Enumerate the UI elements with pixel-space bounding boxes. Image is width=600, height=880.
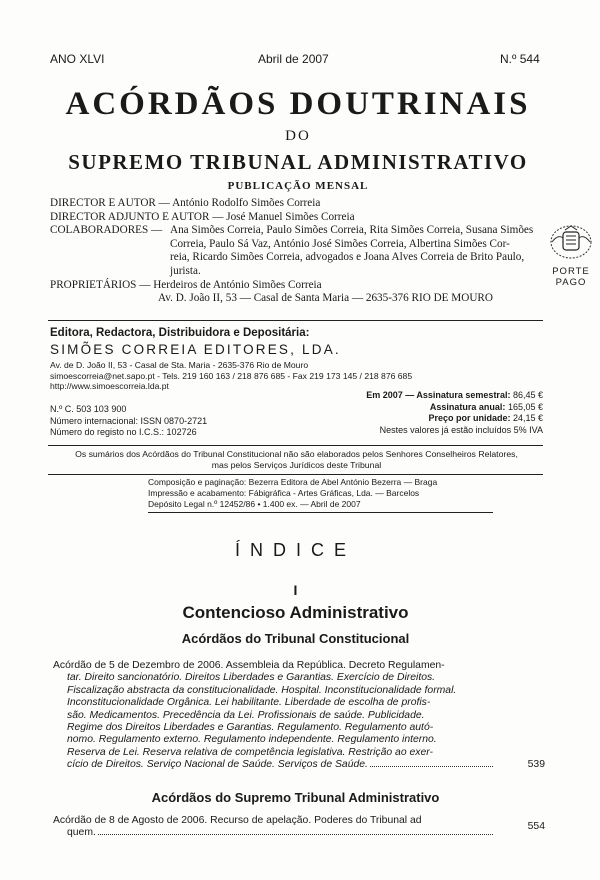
director-name: António Rodolfo Simões Correia — [172, 197, 321, 209]
collaborators-list — [170, 224, 545, 278]
nc-number: N.º C. 503 103 900 — [50, 404, 127, 414]
entry-line: nomo. Regulamento externo. Regulamento independente. Regulamento interno. — [67, 734, 437, 746]
entry-line — [53, 827, 497, 839]
masthead-connector: DO — [285, 128, 311, 144]
publisher-contacts: simoescorreia@net.sapo.pt - Tels. 219 160 163 / 218 876 685 - Fax 219 173 145 / 218 876 685 — [50, 370, 413, 381]
collaborators-line: reia, Ricardo Simões Correia, advogados e Joana Alves Correia de Brito Paulo, — [170, 251, 525, 264]
collaborators-line: Ana Simões Correia, Paulo Simões Correia, Rita Simões Correia, Susana Simões — [170, 224, 534, 237]
postage-stamp — [550, 266, 592, 288]
annual-price — [330, 402, 543, 414]
divider — [48, 320, 543, 321]
publisher-heading: Editora, Redactora, Distribuidora e Depositária: — [50, 327, 310, 339]
index-entry — [53, 815, 497, 840]
page-number: 539 — [527, 759, 545, 770]
director-label: DIRECTOR E AUTOR — — [50, 197, 170, 209]
subsection-heading: Acórdãos do Supremo Tribunal Administrativo — [151, 790, 440, 805]
semester-price-label: Em 2007 — Assinatura semestral: — [366, 390, 511, 400]
entry-first-line: Acórdão de 8 de Agosto de 2006. Recurso de apelação. Poderes do Tribunal ad — [53, 815, 422, 826]
publication-frequency: PUBLICAÇÃO MENSAL — [227, 180, 369, 192]
publisher-address: Av. de D. João II, 53 - Casal de Sta. Maria - 2635-376 Rio de Mouro — [50, 360, 309, 370]
imprint-line: Composição e paginação: Bezerra Editora de Abel António Bezerra — Braga — [148, 477, 438, 487]
divider — [148, 512, 493, 513]
stamp-line: PORTE — [552, 266, 590, 277]
registration-info — [50, 404, 207, 439]
semester-price-value: 86,45 € — [512, 390, 543, 400]
owners-name: Herdeiros de António Simões Correia — [153, 278, 322, 291]
index-title: ÍNDICE — [234, 540, 356, 560]
collaborators — [50, 224, 545, 278]
entry-line — [53, 815, 497, 827]
annual-price-value: 165,05 € — [507, 401, 543, 412]
imprint-block — [148, 477, 493, 510]
semester-price — [330, 390, 543, 402]
masthead-subtitle: SUPREMO TRIBUNAL ADMINISTRATIVO — [68, 150, 528, 174]
deputy-director-name: José Manuel Simões Correia — [226, 210, 355, 223]
entry-last-line: quem. — [67, 827, 96, 839]
dot-leader — [98, 834, 493, 835]
entry-line: Inconstitucionalidade Orgânica. Lei habilitante. Liberdade de escolha de profis- — [67, 697, 431, 709]
owners-line — [50, 279, 545, 293]
notice-line: Os sumários dos Acórdãos do Tribunal Constitucional não são elaborados pelos Senhores Conselheiros Relatores, — [75, 449, 518, 459]
publisher-name: SIMÕES CORREIA EDITORES, LDA. — [50, 342, 341, 357]
notice-line: mas pelos Serviços Jurídicos deste Tribunal — [211, 460, 382, 470]
pricing-block — [330, 390, 543, 436]
vat-note: Nestes valores já estão incluídos 5% IVA — [379, 424, 543, 435]
page-number: 554 — [527, 821, 545, 832]
stamp-line: PAGO — [555, 277, 587, 288]
entry-line — [53, 759, 497, 771]
unit-price — [330, 413, 543, 425]
deputy-director-label: DIRECTOR ADJUNTO E AUTOR — — [50, 210, 224, 223]
entry-line: Fiscalização abstracta da constitucionalidade. Hospital. Inconstitucionalidade formal. — [67, 684, 457, 696]
imprint-line: Depósito Legal n.º 12452/86 • 1.400 ex. — Abril de 2007 — [148, 499, 361, 509]
collaborators-label: COLABORADORES — — [50, 224, 163, 237]
publisher-details — [50, 360, 545, 392]
publisher-website: http://www.simoescorreia.lda.pt — [50, 381, 169, 391]
issue-number: N.º 544 — [500, 52, 540, 66]
registry-number: Número do registo no I.C.S.: 102726 — [50, 427, 197, 437]
entry-line: Reserva de Lei. Reserva relativa de competência legislativa. Restrição ao exer- — [67, 746, 433, 758]
imprint-line: Impressão e acabamento: Fábigráfica - Artes Gráficas, Lda. — Barcelos — [148, 488, 420, 498]
issue-date: Abril de 2007 — [258, 52, 329, 66]
entry-line: Acórdão de 5 de Dezembro de 2006. Assembleia da República. Decreto Regulamen- — [53, 660, 445, 671]
issn-number: Número internacional: ISSN 0870-2721 — [50, 415, 208, 426]
index-part-number: I — [293, 582, 298, 598]
owners-label: PROPRIETÁRIOS — — [50, 278, 151, 291]
staff-block — [50, 197, 545, 306]
entry-line: tar. Direito sancionatório. Direitos Liberdades e Garantias. Exercício de Direitos. — [67, 672, 436, 684]
constitutional-notice — [48, 449, 545, 471]
masthead-title: ACÓRDÃOS DOUTRINAIS — [65, 86, 531, 122]
entry-line: são. Medicamentos. Precedência da Lei. Profissionais de saúde. Publicidade. — [67, 709, 425, 721]
director-line — [50, 197, 545, 211]
unit-price-value: 24,15 € — [512, 413, 543, 423]
dot-leader — [370, 766, 493, 767]
section-heading: Contencioso Administrativo — [182, 603, 409, 622]
coat-of-arms-icon — [548, 222, 594, 262]
index-entry — [53, 660, 497, 772]
entry-line: Regime dos Direitos Liberdades e Garantias. Regulamento. Regulamento autó- — [67, 722, 434, 734]
annual-price-label: Assinatura anual: — [429, 401, 506, 412]
unit-price-label: Preço por unidade: — [428, 413, 511, 423]
deputy-director-line — [50, 211, 545, 225]
volume-year: ANO XLVI — [50, 52, 105, 66]
entry-last-line: cício de Direitos. Serviço Nacional de Saúde. Serviços de Saúde. — [67, 759, 368, 771]
owners-address: Av. D. João II, 53 — Casal de Santa Maria — 2635-376 RIO DE MOURO — [158, 292, 493, 305]
collaborators-line: Correia, Paulo Sá Vaz, António José Simões Correia, Albertina Simões Cor- — [170, 237, 510, 250]
divider — [48, 474, 543, 475]
divider — [48, 445, 543, 446]
subsection-heading: Acórdãos do Tribunal Constitucional — [181, 631, 410, 646]
collaborators-line: jurista. — [170, 264, 201, 277]
